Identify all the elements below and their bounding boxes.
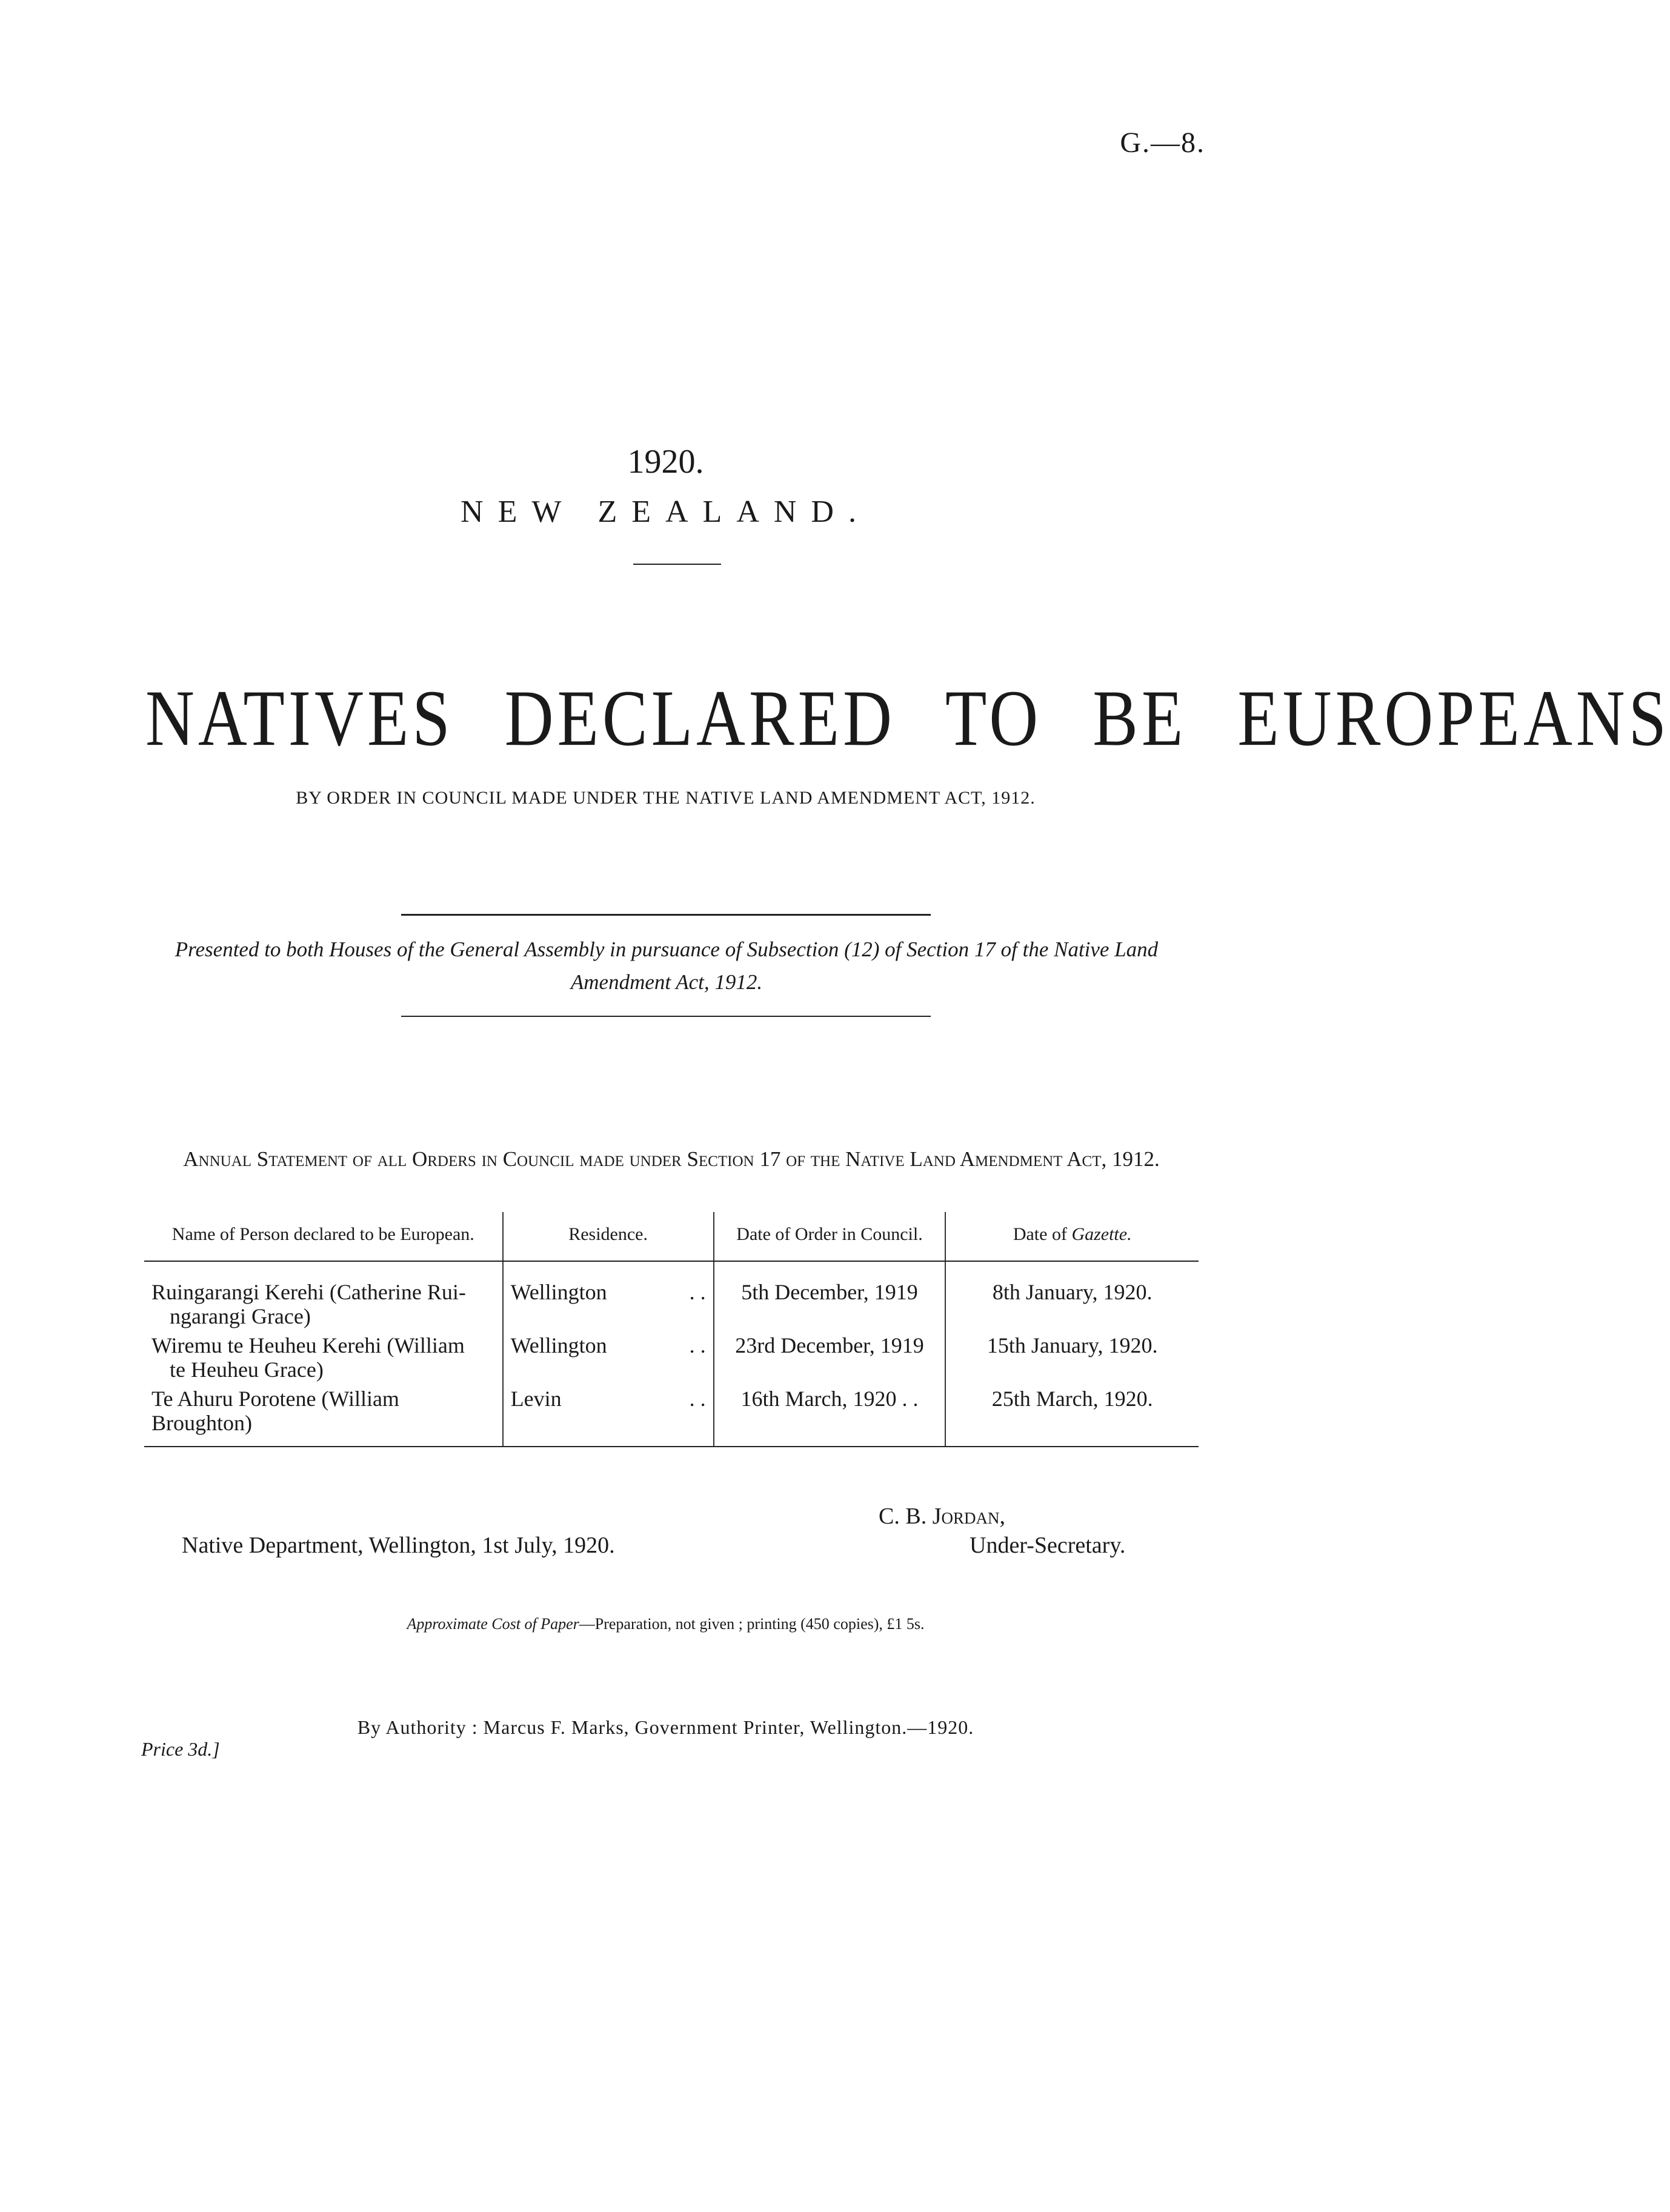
signatory-title: Under-Secretary.	[970, 1533, 1126, 1558]
header-gazette-date	[945, 1212, 1199, 1261]
presentation-note: Presented to both Houses of the General Assembly in pursuance of Subsection (12) of Section 17 of the Native Land Amendment Act, 1912.	[175, 938, 1159, 994]
name-line: Te Ahuru Porotene (William	[151, 1387, 399, 1411]
name-cell	[144, 1261, 503, 1331]
cost-text: —Preparation, not given ; printing (450 copies), £1 5s.	[579, 1615, 925, 1633]
header-name	[144, 1212, 503, 1261]
leader-dots: . .	[689, 1280, 706, 1304]
order-date-cell: 23rd December, 1919	[714, 1331, 946, 1384]
gazette-date-cell: 15th January, 1920.	[945, 1331, 1199, 1384]
name-line-continued: Broughton)	[151, 1411, 252, 1435]
leader-dots: . .	[689, 1333, 706, 1358]
department-date-line: Native Department, Wellington, 1st July, 1920.	[182, 1533, 615, 1558]
divider-rule	[401, 914, 931, 916]
header-order-date	[714, 1212, 946, 1261]
order-date-cell: 5th December, 1919	[714, 1261, 946, 1331]
gazette-date-cell: 8th January, 1920.	[945, 1261, 1199, 1331]
document-year: 1920.	[627, 443, 704, 481]
leader-dots: . .	[689, 1387, 706, 1411]
printer-text: By Authority : Marcus F. Marks, Government Printer, Wellington.—1920.	[357, 1716, 974, 1738]
divider-rule	[401, 1016, 931, 1017]
cost-note	[0, 1615, 1331, 1633]
residence-cell	[503, 1384, 714, 1447]
gazette-date-cell: 25th March, 1920.	[945, 1384, 1199, 1447]
table-row	[144, 1384, 1199, 1447]
header-order-date-label: Date of Order in Council.	[736, 1224, 923, 1244]
residence-value: Wellington	[510, 1280, 607, 1304]
table-row	[144, 1331, 1199, 1384]
header-name-label: Name of Person declared to be European.	[171, 1224, 474, 1244]
name-line: Wiremu te Heuheu Kerehi (William	[151, 1333, 465, 1358]
residence-cell	[503, 1331, 714, 1384]
statement-heading: Annual Statement of all Orders in Council made under Section 17 of the Native Land Amendment Act, 1912.	[183, 1147, 1160, 1171]
table-row	[144, 1261, 1199, 1331]
name-cell	[144, 1384, 503, 1447]
name-cell	[144, 1331, 503, 1384]
header-gazette-prefix: Date of	[1013, 1224, 1067, 1244]
header-residence-label: Residence.	[568, 1224, 648, 1244]
page-subtitle: BY ORDER IN COUNCIL MADE UNDER THE NATIVE LAND AMENDMENT ACT, 1912.	[296, 788, 1036, 808]
signatory-name: C. B. Jordan,	[879, 1504, 1005, 1529]
cost-label: Approximate Cost of Paper	[407, 1615, 579, 1633]
country-heading: NEW ZEALAND.	[461, 495, 871, 529]
printer-imprint	[0, 1716, 1331, 1739]
page-title: NATIVES DECLARED TO BE EUROPEANS	[145, 674, 1670, 763]
document-code: G.—8.	[1120, 127, 1205, 159]
header-residence	[503, 1212, 714, 1261]
residence-value: Wellington	[510, 1333, 607, 1358]
name-line-continued: ngarangi Grace)	[170, 1304, 311, 1328]
orders-table	[144, 1212, 1199, 1447]
divider-rule	[633, 564, 721, 565]
name-line-continued: te Heuheu Grace)	[170, 1358, 324, 1382]
name-line: Ruingarangi Kerehi (Catherine Rui-	[151, 1280, 466, 1304]
header-gazette-italic: Gazette.	[1071, 1224, 1132, 1244]
table-header-row	[144, 1212, 1199, 1261]
order-date-cell: 16th March, 1920 . .	[714, 1384, 946, 1447]
residence-value: Levin	[510, 1387, 562, 1411]
price-note: Price 3d.]	[141, 1738, 220, 1760]
residence-cell	[503, 1261, 714, 1331]
